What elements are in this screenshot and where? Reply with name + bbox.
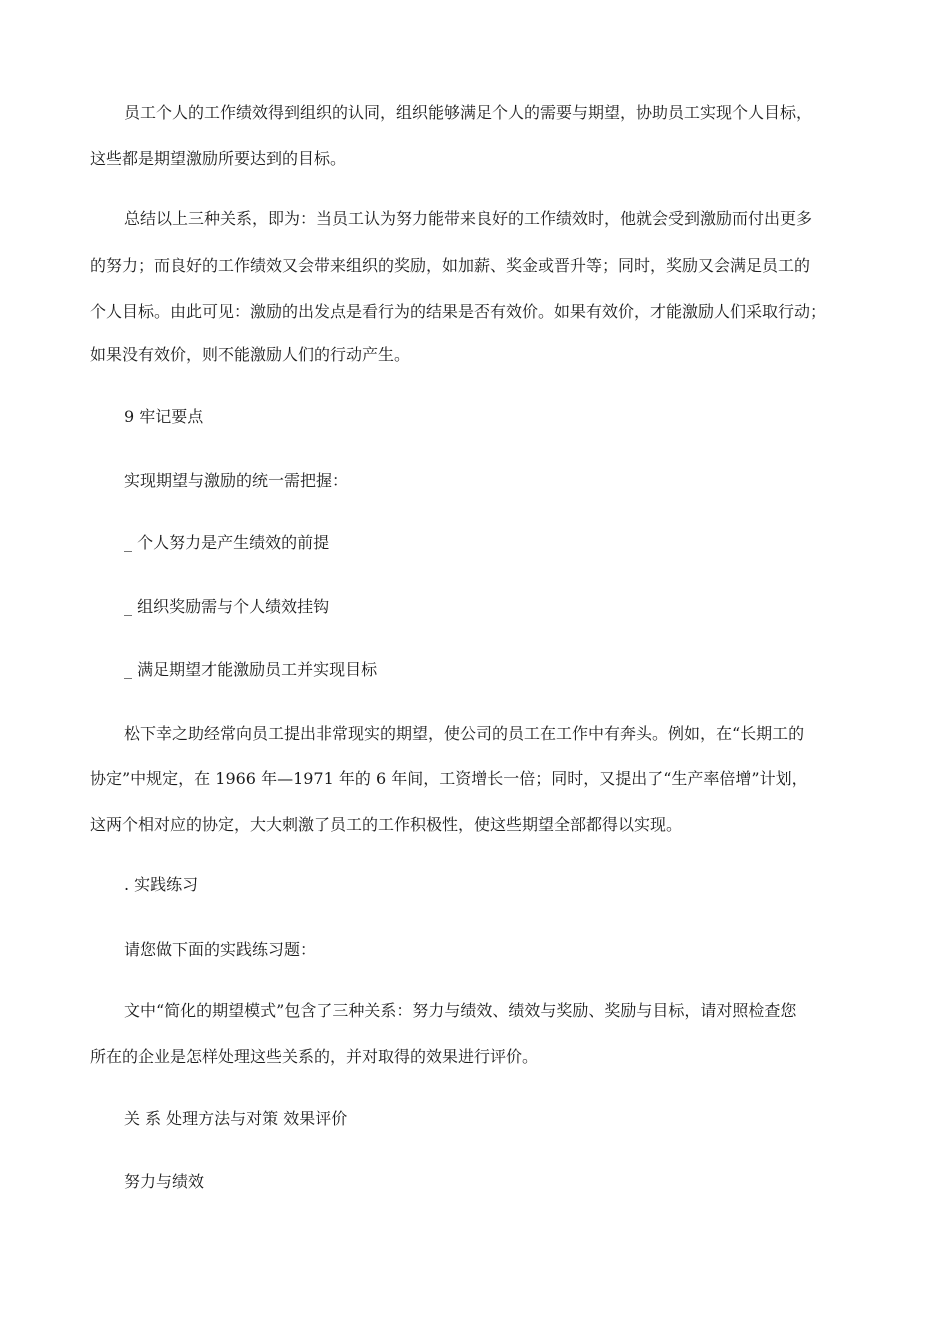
table-row-effort-performance: 努力与绩效 (124, 1172, 205, 1191)
paragraph-2-line-1: 总结以上三种关系，即为：当员工认为努力能带来良好的工作绩效时，他就会受到激励而付出更多 (124, 209, 813, 228)
paragraph-3-line-3: 这两个相对应的协定，大大刺激了员工的工作积极性，使这些期望全部都得以实现。 (90, 815, 683, 834)
paragraph-1-line-2: 这些都是期望激励所要达到的目标。 (90, 149, 347, 168)
paragraph-2-line-2: 的努力；而良好的工作绩效又会带来组织的奖励，如加薪、奖金或晋升等；同时，奖励又会满足员工的 (90, 256, 811, 275)
heading-practice: . 实践练习 (124, 875, 199, 894)
paragraph-4-line-1: 文中“简化的期望模式”包含了三种关系：努力与绩效、绩效与奖励、奖励与目标，请对照检查您 (124, 1001, 797, 1020)
bullet-item-1: _ 个人努力是产生绩效的前提 (124, 533, 330, 552)
bullet-item-2: _ 组织奖励需与个人绩效挂钩 (124, 597, 330, 616)
intro-practice: 请您做下面的实践练习题： (124, 940, 317, 959)
paragraph-3-line-1: 松下幸之助经常向员工提出非常现实的期望，使公司的员工在工作中有奔头。例如，在“长期工的 (124, 724, 805, 743)
paragraph-2-line-3: 个人目标。由此可见：激励的出发点是看行为的结果是否有效价。如果有效价，才能激励人们采取行动； (90, 302, 827, 321)
heading-key-points: 9 牢记要点 (124, 407, 204, 426)
bullet-item-3: _ 满足期望才能激励员工并实现目标 (124, 660, 378, 679)
paragraph-3-line-2: 协定”中规定，在 1966 年—1971 年的 6 年间，工资增长一倍；同时，又提出了“生产率倍增”计划， (90, 769, 808, 788)
paragraph-1-line-1: 员工个人的工作绩效得到组织的认同，组织能够满足个人的需要与期望，协助员工实现个人目标， (124, 103, 813, 122)
table-header-row: 关 系 处理方法与对策 效果评价 (124, 1109, 348, 1128)
paragraph-4-line-2: 所在的企业是怎样处理这些关系的，并对取得的效果进行评价。 (90, 1047, 539, 1066)
paragraph-2-line-4: 如果没有效价，则不能激励人们的行动产生。 (90, 345, 411, 364)
intro-unify: 实现期望与激励的统一需把握： (124, 471, 349, 490)
